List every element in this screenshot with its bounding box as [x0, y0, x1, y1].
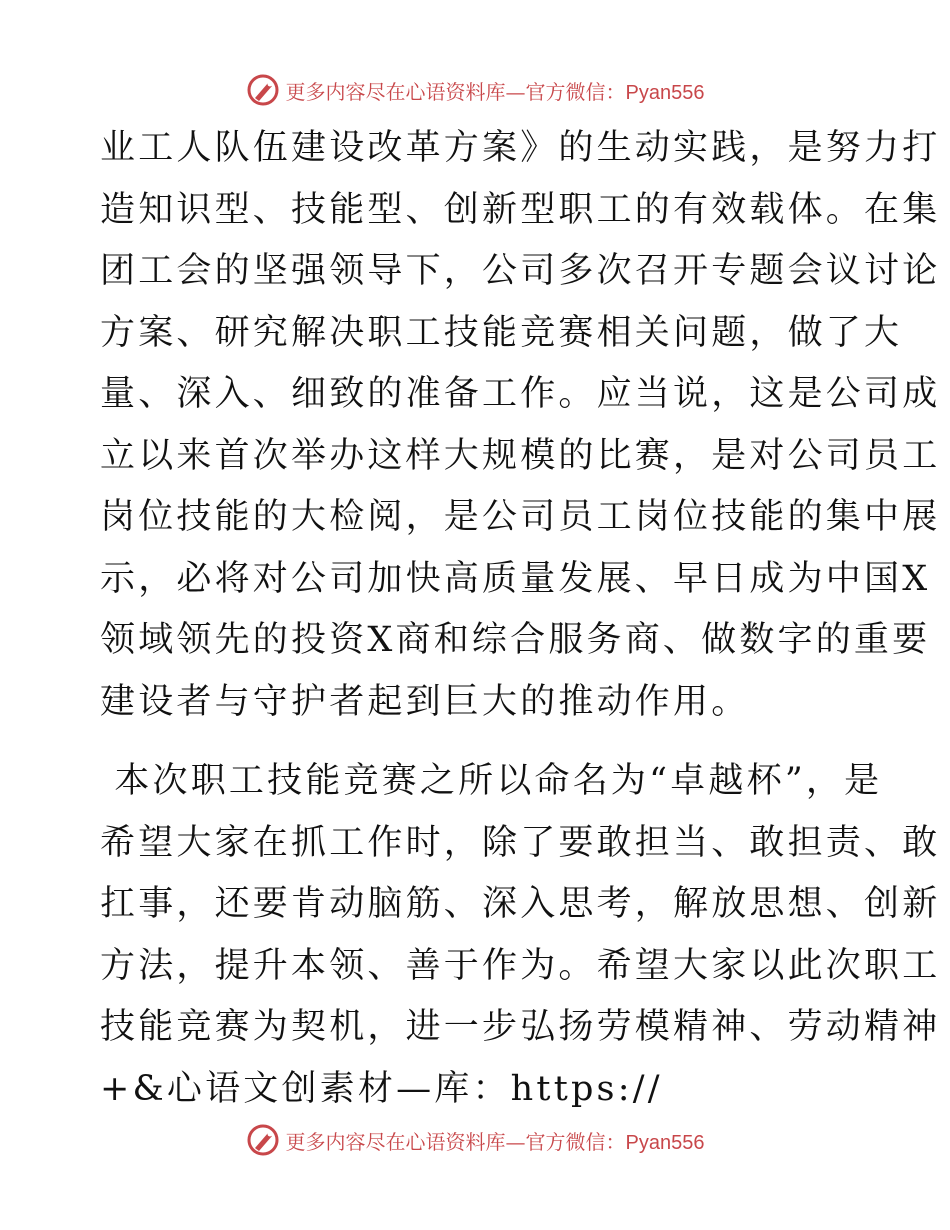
text-line: 希望大家在抓工作时，除了要敢担当、敢担责、敢: [100, 822, 941, 863]
text-line: 建设者与守护者起到巨大的推动作用。: [100, 681, 750, 722]
pen-circle-logo-icon: [246, 1123, 280, 1157]
paragraph-2: [100, 751, 941, 1120]
document-body: [100, 118, 941, 1120]
text-line: 岗位技能的大检阅，是公司员工岗位技能的集中展: [100, 497, 941, 537]
header-watermark: [0, 70, 950, 110]
text-line: 领域领先的投资X商和综合服务商、做数字的重要: [100, 620, 931, 660]
paragraph-1: [100, 118, 941, 733]
text-line: 技能竞赛为契机，进一步弘扬劳模精神、劳动精神: [100, 1007, 941, 1047]
watermark-id: Pyan556: [625, 81, 705, 104]
text-line: 量、深入、细致的准备工作。应当说，这是公司成: [100, 374, 941, 414]
text-line: 造知识型、技能型、创新型职工的有效载体。在集: [100, 189, 941, 230]
text-line: 示，必将对公司加快高质量发展、早日成为中国X: [100, 558, 931, 599]
watermark-text: 更多内容尽在心语资料库—官方微信：Pyan556: [285, 79, 705, 104]
text-line: 扛事，还要肯动脑筋、深入思考，解放思想、创新: [100, 884, 941, 924]
footer-watermark: [0, 1120, 950, 1160]
text-line: 本次职工技能竞赛之所以命名为“卓越杯”，是: [100, 761, 883, 801]
text-line: 方案、研究解决职工技能竞赛相关问题，做了大: [100, 312, 903, 353]
text-line: +&心语文创素材—库：https://: [100, 1068, 663, 1109]
watermark-text: 更多内容尽在心语资料库—官方微信：Pyan556: [285, 1129, 705, 1154]
text-line: 业工人队伍建设改革方案》的生动实践，是努力打: [100, 128, 941, 168]
text-line: 方法，提升本领、善于作为。希望大家以此次职工: [100, 945, 941, 986]
paragraph-spacer: [100, 733, 860, 751]
text-line: 立以来首次举办这样大规模的比赛，是对公司员工: [100, 435, 941, 476]
watermark-id: Pyan556: [625, 1131, 705, 1154]
pen-circle-logo-icon: [246, 73, 280, 107]
text-line: 团工会的坚强领导下，公司多次召开专题会议讨论: [100, 251, 941, 291]
